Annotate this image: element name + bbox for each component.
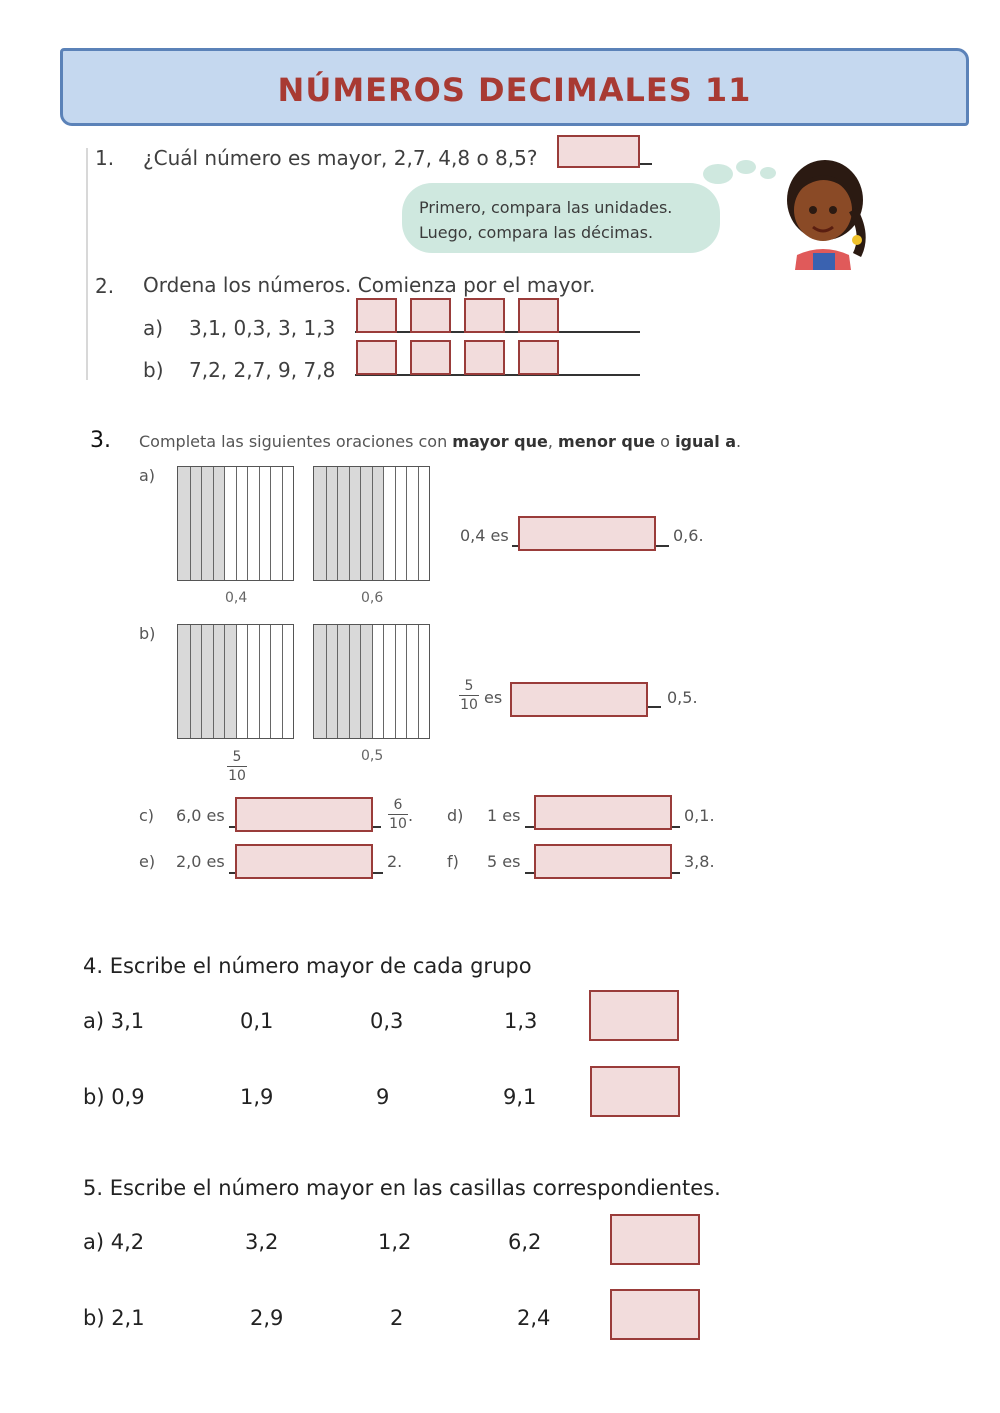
q5b-item-4: 2,4 [517, 1306, 551, 1330]
q3b-grid-2-caption: 0,5 [361, 748, 384, 764]
q3a-label: a) [139, 466, 156, 485]
grid-strip-line [349, 625, 350, 738]
q4b-item-2: 1,9 [240, 1085, 274, 1109]
q2b-numbers: 7,2, 2,7, 9, 7,8 [189, 358, 336, 382]
q3f-underline-left [525, 872, 534, 874]
q3b-right-text: 0,5. [667, 688, 698, 707]
bubble-dot [736, 160, 756, 174]
q4a-item-2: 0,1 [240, 1009, 274, 1033]
grid-strip-line [360, 467, 361, 580]
q3b-left-text: es [484, 688, 503, 707]
q4b-item-1: b) 0,9 [83, 1085, 145, 1109]
fraction-numerator: 6 [393, 797, 403, 813]
q3f-label: f) [447, 852, 459, 871]
q3e-left-text: 2,0 es [176, 852, 225, 871]
q3a-grid-1 [177, 466, 294, 581]
q5a-item-4: 6,2 [508, 1230, 542, 1254]
q5b-item-2: 2,9 [250, 1306, 284, 1330]
grid-strip-line [282, 625, 283, 738]
q3a-right-text: 0,6. [673, 526, 704, 545]
q3c-answer-box[interactable] [235, 797, 373, 832]
q5a-item-3: 1,2 [378, 1230, 412, 1254]
q3c-period: . [408, 806, 414, 825]
fraction-numerator: 5 [464, 678, 474, 694]
grid-strip-line [418, 625, 419, 738]
q3d-right-text: 0,1. [684, 806, 715, 825]
q4b-item-3: 9 [376, 1085, 390, 1109]
grid-strip-line [383, 625, 384, 738]
grid-strip-line [383, 467, 384, 580]
q3d-label: d) [447, 806, 464, 825]
q2a-answer-box-2[interactable] [410, 298, 451, 333]
q2b-answer-box-3[interactable] [464, 340, 505, 375]
q3c-left-text: 6,0 es [176, 806, 225, 825]
grid-strip-line [259, 625, 260, 738]
q4a-item-3: 0,3 [370, 1009, 404, 1033]
q3c-underline-right [373, 826, 381, 828]
q5b-item-1: b) 2,1 [83, 1306, 145, 1330]
grid-strip-line [201, 467, 202, 580]
fraction-denominator: 10 [228, 768, 246, 784]
q3d-underline-right [672, 826, 680, 828]
q2a-label: a) [143, 316, 164, 340]
q3-sep: o [655, 432, 676, 451]
q3a-left-text: 0,4 es [460, 526, 509, 545]
grid-strip-line [349, 467, 350, 580]
q3e-right-text: 2. [387, 852, 403, 871]
grid-strip-line [247, 467, 248, 580]
scan-margin-line [86, 148, 88, 380]
q3b-grid-1 [177, 624, 294, 739]
hint-line-2: Luego, compara las décimas. [419, 223, 654, 242]
q3f-right-text: 3,8. [684, 852, 715, 871]
q2b-answer-box-4[interactable] [518, 340, 559, 375]
q3a-grid-2 [313, 466, 430, 581]
q3-bold-mayor: mayor que [452, 432, 548, 451]
q5a-item-2: 3,2 [245, 1230, 279, 1254]
q5-text: 5. Escribe el número mayor en las casillas correspondientes. [83, 1176, 721, 1200]
q2a-answer-box-3[interactable] [464, 298, 505, 333]
q3-number: 3. [90, 428, 111, 453]
q3f-left-text: 5 es [487, 852, 521, 871]
grid-strip-line [236, 625, 237, 738]
q3e-answer-box[interactable] [235, 844, 373, 879]
fraction-denominator: 10 [460, 697, 478, 713]
grid-strip-line [201, 625, 202, 738]
grid-strip-line [395, 467, 396, 580]
q3c-right-fraction [388, 797, 408, 832]
q2-text: Ordena los números. Comienza por el mayor. [143, 273, 596, 297]
bubble-dot [703, 164, 733, 184]
bubble-dot [760, 167, 776, 179]
q3d-underline-left [525, 826, 534, 828]
grid-strip-line [326, 625, 327, 738]
q5b-answer-box[interactable] [610, 1289, 700, 1340]
q4a-item-1: a) 3,1 [83, 1009, 145, 1033]
q1-text: ¿Cuál número es mayor, 2,7, 4,8 o 8,5? [143, 146, 538, 170]
q3b-grid-2 [313, 624, 430, 739]
grid-strip-line [213, 467, 214, 580]
girl-illustration [775, 155, 870, 270]
q3b-label: b) [139, 624, 156, 643]
q1-answer-box[interactable] [557, 135, 640, 168]
grid-strip-line [270, 625, 271, 738]
q3-bold-igual: igual a [675, 432, 737, 451]
q3e-underline-right [373, 872, 383, 874]
q3a-grid-2-caption: 0,6 [361, 590, 384, 606]
grid-strip-line [406, 625, 407, 738]
fraction-numerator: 5 [232, 749, 242, 765]
q2a-answer-box-1[interactable] [356, 298, 397, 333]
q3f-underline-right [672, 872, 680, 874]
q5a-item-1: a) 4,2 [83, 1230, 145, 1254]
q2b-answer-box-1[interactable] [356, 340, 397, 375]
grid-strip-line [236, 467, 237, 580]
grid-strip-line [418, 467, 419, 580]
q3f-answer-box[interactable] [534, 844, 672, 879]
fraction-denominator: 10 [389, 816, 407, 832]
grid-strip-line [395, 625, 396, 738]
q3a-answer-box[interactable] [518, 516, 656, 551]
q3d-answer-box[interactable] [534, 795, 672, 830]
grid-strip-line [190, 467, 191, 580]
grid-strip-line [282, 467, 283, 580]
q4b-item-4: 9,1 [503, 1085, 537, 1109]
q3-bold-menor: menor que [558, 432, 656, 451]
grid-strip-line [224, 467, 225, 580]
q3a-grid-1-caption: 0,4 [225, 590, 248, 606]
page-title: NÚMEROS DECIMALES 11 [277, 71, 752, 109]
hint-bubble [402, 183, 720, 253]
hint-line-1: Primero, compara las unidades. [419, 198, 673, 217]
q2a-answer-box-4[interactable] [518, 298, 559, 333]
grid-strip-line [326, 467, 327, 580]
title-banner [60, 48, 969, 126]
q2a-numbers: 3,1, 0,3, 3, 1,3 [189, 316, 336, 340]
grid-strip-line [247, 625, 248, 738]
q2-number: 2. [95, 274, 115, 298]
q3-text: Completa las siguientes oraciones con [139, 432, 453, 451]
q4b-answer-box[interactable] [590, 1066, 680, 1117]
q3b-answer-box[interactable] [510, 682, 648, 717]
grid-strip-line [224, 625, 225, 738]
q5a-answer-box[interactable] [610, 1214, 700, 1265]
grid-shaded-region [314, 625, 372, 738]
q2b-answer-box-2[interactable] [410, 340, 451, 375]
q1-number: 1. [95, 146, 115, 170]
q3b-grid-1-caption-fraction [227, 749, 247, 784]
q3-end: . [736, 432, 742, 451]
grid-shaded-region [178, 625, 236, 738]
grid-strip-line [337, 467, 338, 580]
grid-strip-line [372, 625, 373, 738]
q3c-label: c) [139, 806, 155, 825]
grid-strip-line [337, 625, 338, 738]
grid-strip-line [259, 467, 260, 580]
q3b-underline-right [648, 706, 661, 708]
grid-strip-line [372, 467, 373, 580]
grid-strip-line [190, 625, 191, 738]
q3-instruction [139, 432, 741, 451]
q3-sep: , [547, 432, 559, 451]
q3e-label: e) [139, 852, 156, 871]
q3b-left-fraction [459, 678, 479, 713]
q4a-answer-box[interactable] [589, 990, 679, 1041]
q2b-label: b) [143, 358, 164, 382]
q4-text: 4. Escribe el número mayor de cada grupo [83, 954, 532, 978]
grid-strip-line [213, 625, 214, 738]
q3a-underline-right [656, 545, 669, 547]
q3d-left-text: 1 es [487, 806, 521, 825]
grid-strip-line [406, 467, 407, 580]
q1-underline [640, 163, 652, 165]
grid-strip-line [270, 467, 271, 580]
q5b-item-3: 2 [390, 1306, 404, 1330]
q4a-item-4: 1,3 [504, 1009, 538, 1033]
grid-strip-line [360, 625, 361, 738]
